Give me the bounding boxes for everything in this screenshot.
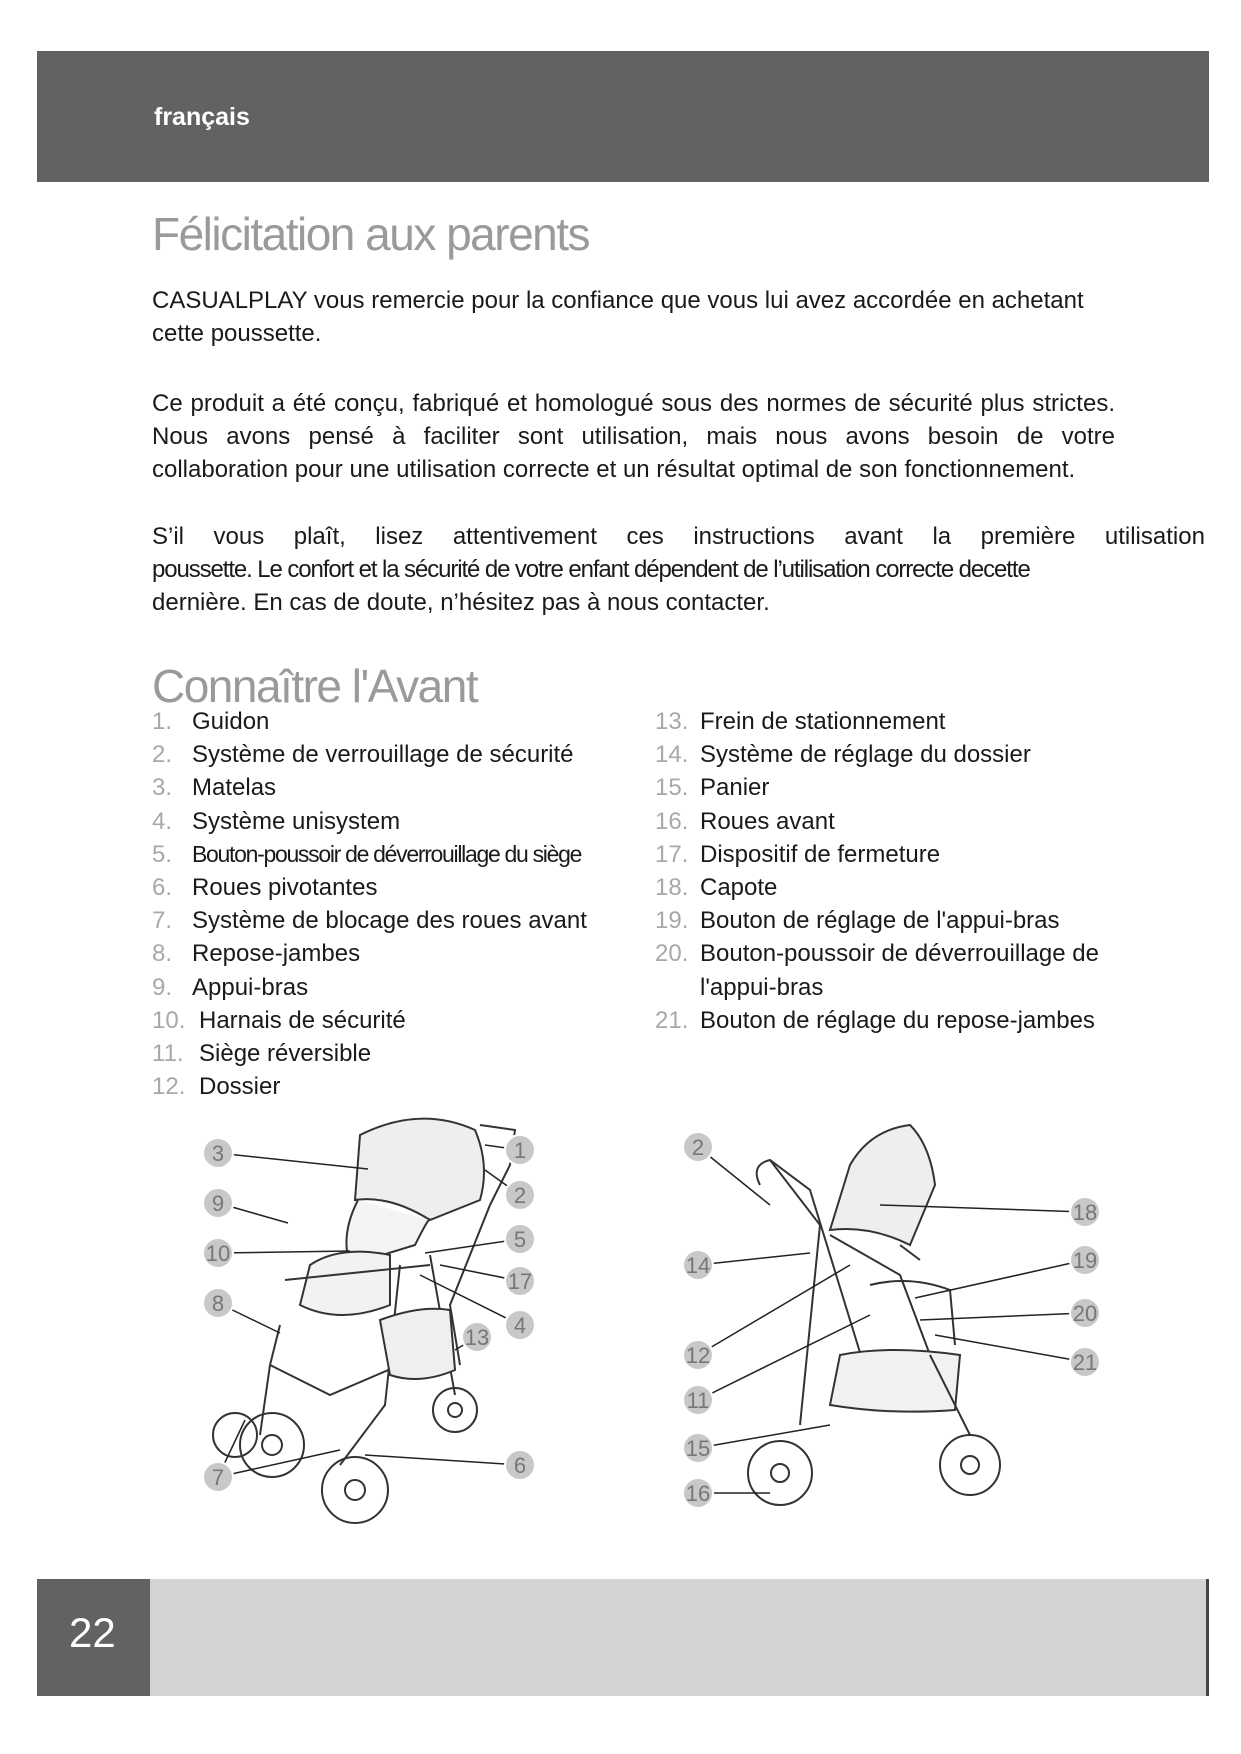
list-item: [655, 805, 1125, 838]
callout: 20: [1072, 1301, 1098, 1326]
callout: 9: [211, 1191, 225, 1216]
item-label: Système unisystem: [192, 807, 401, 835]
list-item: [655, 871, 1125, 904]
callout: 5: [513, 1227, 527, 1252]
list-item: [152, 1037, 622, 1070]
page-footer: [37, 1579, 1209, 1696]
item-label: Matelas: [192, 774, 277, 802]
intro-paragraph-3: [152, 520, 1205, 619]
word: première: [980, 523, 1076, 550]
callout: 17: [507, 1269, 533, 1294]
list-item: [655, 738, 1125, 771]
list-item: [152, 971, 622, 1004]
item-label: Bouton-poussoir de déverrouillage de: [700, 940, 1099, 968]
paragraph-3-line-2: poussette. Le confort et la sécurité de votre enfant dépendent de l’utilisation correcte decette: [152, 556, 1030, 583]
item-number: 20.: [655, 940, 689, 968]
callout: 18: [1072, 1200, 1098, 1225]
callout: 21: [1072, 1350, 1098, 1375]
footer-edge-divider: [1206, 1579, 1209, 1696]
item-number: 7.: [152, 907, 173, 935]
list-item: [152, 738, 622, 771]
item-label: Bouton de réglage du repose-jambes: [700, 1006, 1095, 1034]
item-label: l'appui-bras: [700, 973, 824, 1001]
callout: 4: [513, 1313, 527, 1338]
word: la: [932, 523, 952, 550]
item-label: Dispositif de fermeture: [700, 840, 941, 868]
item-number: 11.: [152, 1040, 184, 1068]
list-item: [152, 871, 622, 904]
intro-title: Félicitation aux parents: [152, 208, 590, 260]
callout: 10: [205, 1241, 231, 1266]
item-label: Panier: [700, 774, 770, 802]
item-number: 10.: [152, 1006, 186, 1034]
language-label: français: [154, 103, 250, 131]
parts-list-left: [152, 705, 622, 1103]
list-item: [655, 705, 1125, 738]
list-item: [152, 1004, 622, 1037]
callout: 11: [686, 1388, 710, 1413]
callout: 13: [464, 1325, 490, 1350]
word: attentivement: [452, 523, 597, 550]
word: utilisation: [1104, 523, 1205, 550]
list-item: [655, 771, 1125, 804]
callout: 2: [691, 1135, 705, 1160]
item-number: 15.: [655, 774, 689, 802]
list-item: [152, 838, 622, 871]
parts-title: Connaître l'Avant: [152, 660, 478, 712]
list-item: [152, 705, 622, 738]
page-header: [37, 51, 1209, 182]
callout: 15: [685, 1436, 711, 1461]
callout: 19: [1072, 1248, 1098, 1273]
item-number: 18.: [655, 874, 689, 902]
word: plaît,: [293, 523, 346, 550]
item-number: 5.: [152, 840, 173, 868]
callout: 1: [513, 1138, 527, 1163]
item-label: Système de verrouillage de sécurité: [192, 741, 574, 769]
list-item: [655, 937, 1125, 970]
item-number: 2.: [152, 741, 173, 769]
item-number: 1.: [152, 708, 173, 735]
callout: 8: [211, 1291, 225, 1316]
callout: 6: [513, 1453, 527, 1478]
word: ces: [626, 523, 664, 550]
item-number: 21.: [655, 1006, 689, 1034]
item-label: Appui-bras: [192, 973, 309, 1001]
item-label: Système de réglage du dossier: [700, 741, 1031, 769]
list-item: [655, 838, 1125, 871]
item-number: 14.: [655, 741, 689, 769]
callout: 14: [685, 1253, 711, 1278]
stroller-front-illustration: [190, 1105, 610, 1545]
list-item: [655, 904, 1125, 937]
item-number: 19.: [655, 907, 689, 935]
list-item: [152, 805, 622, 838]
item-number: 12.: [152, 1073, 186, 1101]
intro-paragraph-1: CASUALPLAY vous remercie pour la confiance que vous lui avez accordée en achetant cette poussette.: [152, 287, 1084, 347]
item-label: Dossier: [199, 1073, 281, 1101]
callout: 7: [211, 1465, 225, 1490]
list-item: [655, 1004, 1125, 1037]
item-label: Repose-jambes: [192, 940, 361, 968]
callout: 2: [513, 1183, 527, 1208]
callout: 16: [685, 1481, 711, 1506]
word: lisez: [375, 523, 424, 550]
item-number: 3.: [152, 774, 173, 802]
list-item: [152, 904, 622, 937]
item-label: Bouton-poussoir de déverrouillage du siège: [192, 840, 582, 867]
item-label: Siège réversible: [199, 1040, 372, 1068]
item-number: 16.: [655, 807, 689, 835]
item-label: Capote: [700, 874, 778, 902]
list-item: [152, 937, 622, 970]
paragraph-3-line-1: [152, 520, 1205, 553]
item-label: Roues pivotantes: [192, 874, 378, 902]
callout: 12: [685, 1343, 711, 1368]
stroller-front-diagram: [190, 1105, 610, 1545]
page-number: 22: [69, 1609, 116, 1656]
item-label: Bouton de réglage de l'appui-bras: [700, 907, 1060, 935]
word: instructions: [693, 523, 815, 550]
item-number: 17.: [655, 840, 689, 868]
callout: 3: [211, 1141, 225, 1166]
item-number: 8.: [152, 940, 173, 968]
list-item: [655, 971, 1125, 1004]
item-label: Roues avant: [700, 807, 835, 835]
word: S’il: [152, 523, 185, 550]
list-item: [152, 771, 622, 804]
stroller-side-diagram: [670, 1105, 1130, 1545]
stroller-side-illustration: [670, 1105, 1130, 1545]
item-number: 6.: [152, 874, 173, 902]
item-label: Système de blocage des roues avant: [192, 907, 587, 935]
item-number: 9.: [152, 973, 173, 1001]
word: avant: [844, 523, 903, 550]
item-number: 13.: [655, 708, 689, 735]
word: vous: [213, 523, 265, 550]
paragraph-3-line-3: dernière. En cas de doute, n’hésitez pas à nous contacter.: [152, 589, 770, 616]
intro-paragraph-2: Ce produit a été conçu, fabriqué et homologué sous des normes de sécurité plus strictes. Nous avons pensé à faciliter sont utilisation, mais nous avons besoin de votre collaboration pour une utilisation correcte et un résultat optimal de son fonctionnement.: [152, 390, 1115, 483]
parts-list-right: [655, 705, 1125, 1037]
item-number: 4.: [152, 807, 173, 835]
item-label: Frein de stationnement: [700, 708, 946, 735]
item-label: Harnais de sécurité: [199, 1006, 406, 1034]
list-item: [152, 1070, 622, 1103]
page-number-box: [37, 1579, 150, 1696]
item-label: Guidon: [192, 708, 270, 735]
